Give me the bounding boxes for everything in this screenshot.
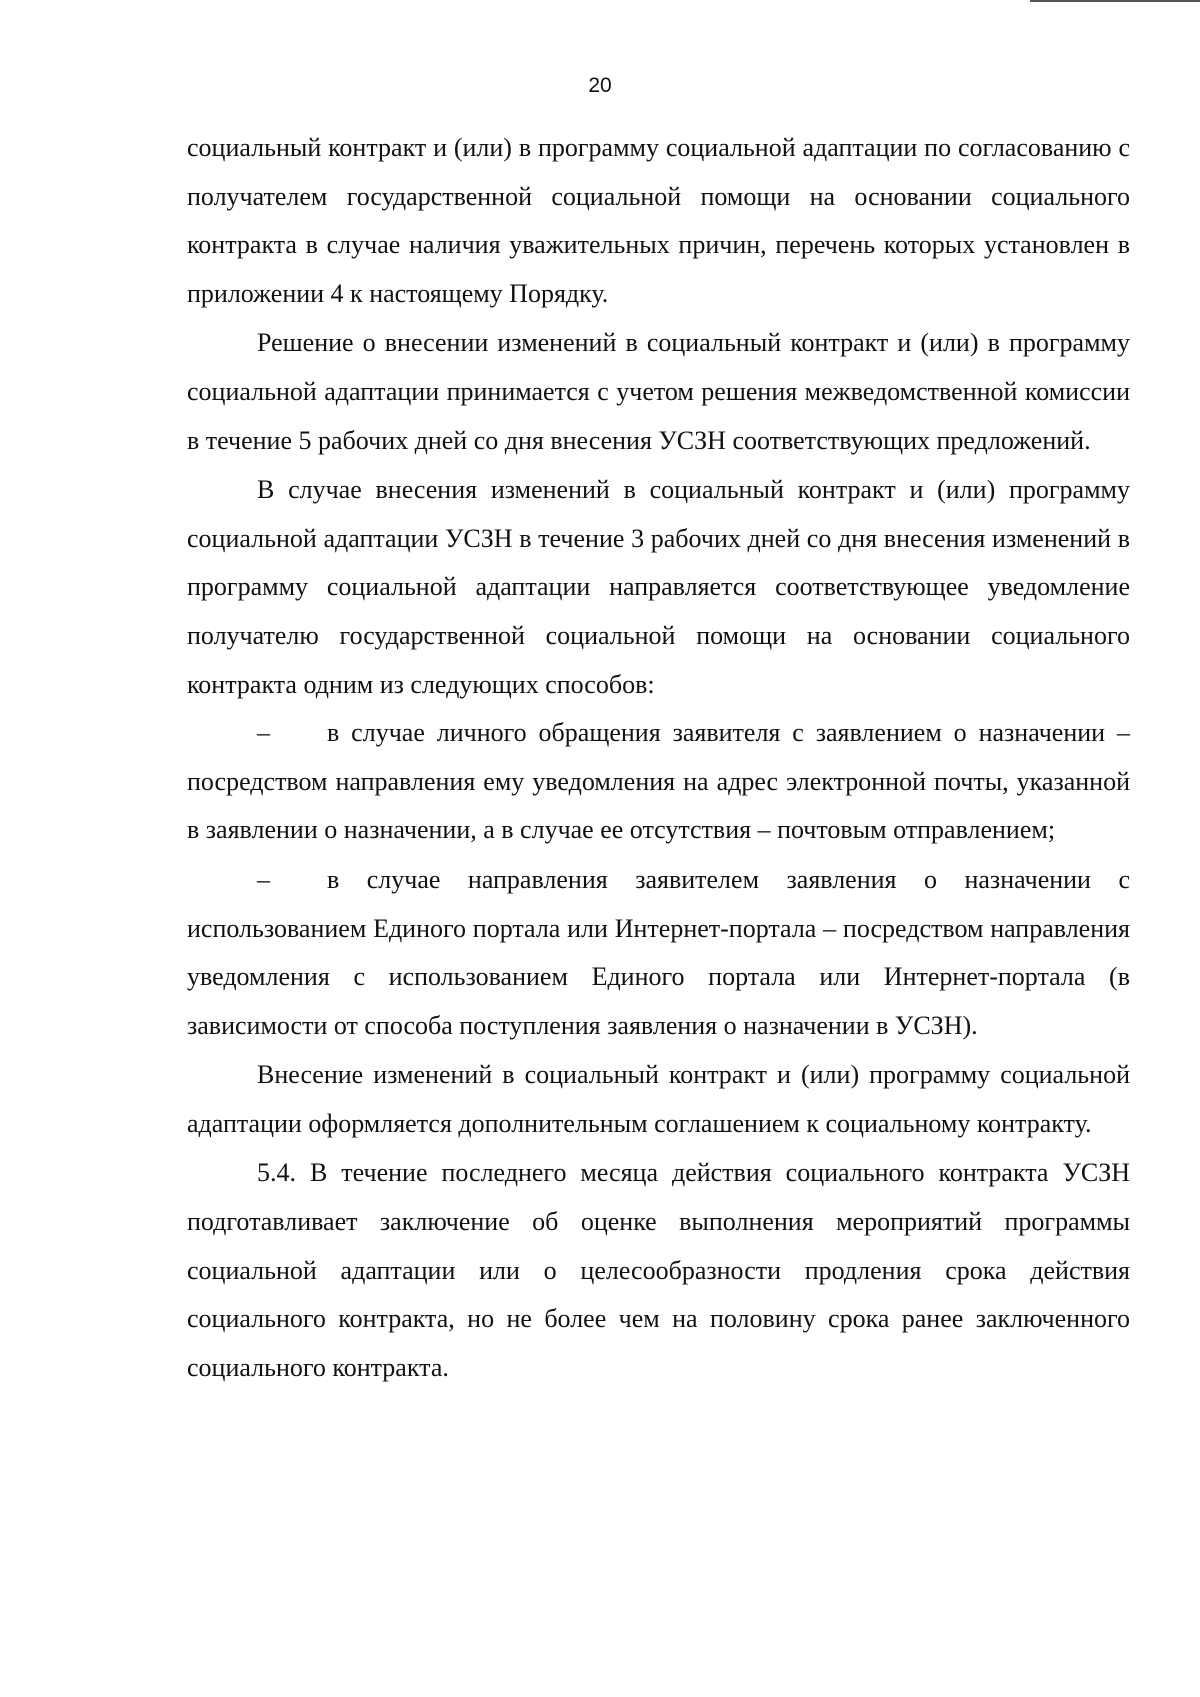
paragraph-decision: Решение о внесении изменений в социальный контракт и (или) в программу социальной адаптации принимается с учетом решения межведомственной комиссии в течение 5 рабочих дней со дня внесения УСЗН соответствующих предложений. (187, 328, 1130, 455)
scan-edge-line (1030, 0, 1200, 2)
paragraph-supplementary-agreement: Внесение изменений в социальный контракт и (или) программу социальной адаптации оформляется дополнительным соглашением к социальному контракту. (187, 1060, 1130, 1138)
paragraph-notification: В случае внесения изменений в социальный контракт и (или) программу социальной адаптации УСЗН в течение 3 рабочих дней со дня внесения изменений в программу социальной адаптации направляется соответствующее уведомление получателю государственной социальной помощи на основании социального контракта одним из следующих способов: (187, 475, 1130, 699)
paragraph-section-5-4: 5.4. В течение последнего месяца действия социального контракта УСЗН подготавливает заключение об оценке выполнения мероприятий программы социальной адаптации или о целесообразности продления срока действия социального контракта, но не более чем на половину срока ранее заключенного социального контракта. (187, 1158, 1130, 1382)
list-dash: – (257, 864, 270, 894)
paragraph-continuation: социальный контракт и (или) в программу социальной адаптации по согласованию с получателем государственной социальной помощи на основании социального контракта в случае наличия уважительных причин, перечень которых установлен в приложении 4 к настоящему Порядку. (187, 133, 1130, 308)
list-item-portal (187, 856, 1130, 1050)
list-item-text: в случае личного обращения заявителя с заявлением о назначении – посредством направления ему уведомления на адрес электронной почты, указанной в заявлении о назначении, а в случае ее отсутствия – почтовым отправлением; (187, 718, 1130, 845)
list-item-text: в случае направления заявителем заявления о назначении с использованием Единого портала или Интернет-портала – посредством направления уведомления с использованием Единого портала или Интернет-портала (в зависимости от способа поступления заявления о назначении в УСЗН). (187, 864, 1130, 1040)
list-item-personal-appeal (187, 709, 1130, 855)
document-body (187, 124, 1130, 1392)
list-dash: – (257, 718, 270, 748)
page-number: 20 (588, 74, 612, 97)
